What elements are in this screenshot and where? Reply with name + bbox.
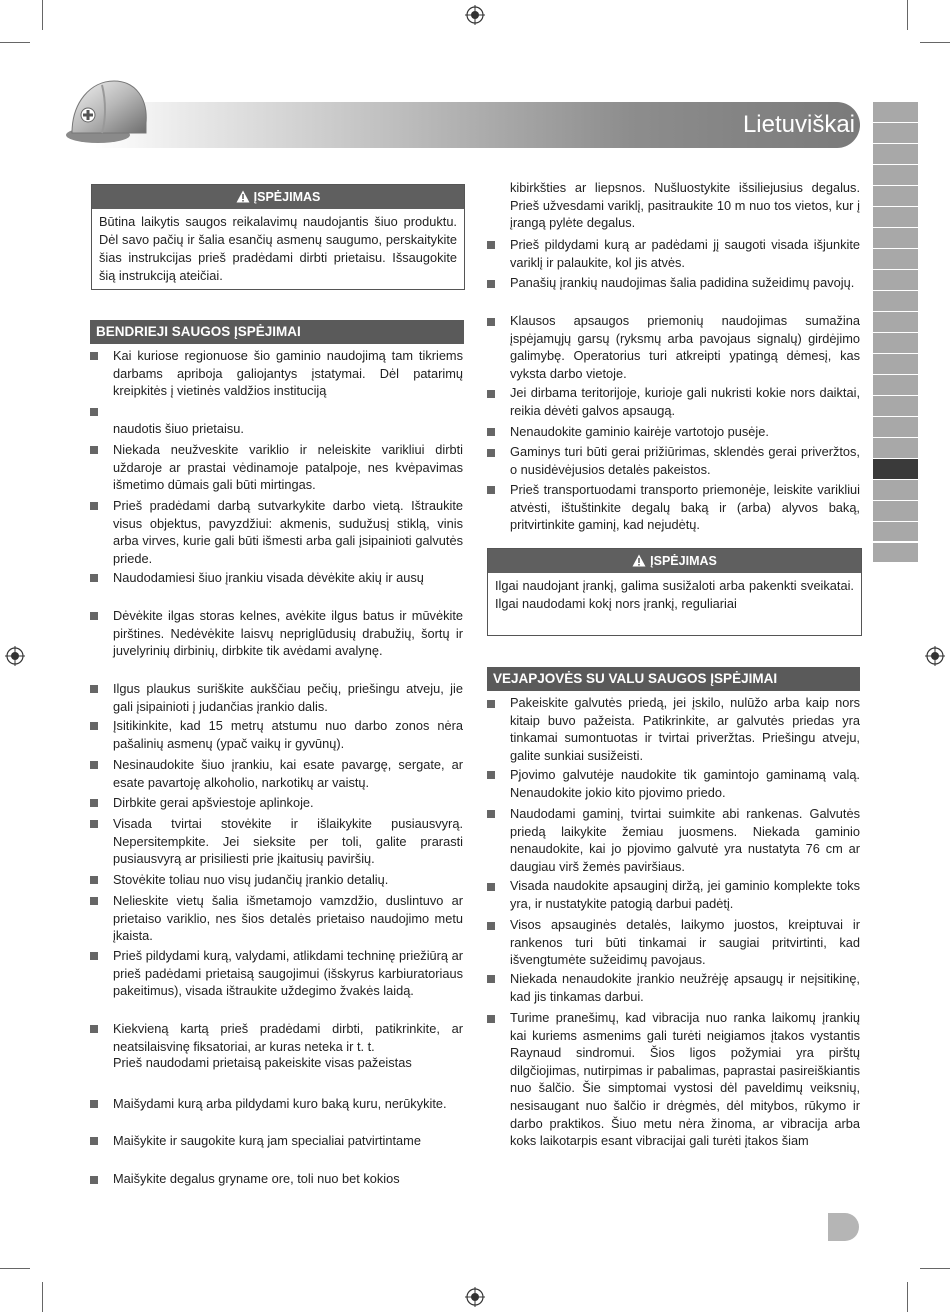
list-item: Naudodamiesi šiuo įrankiu visada dėvėkite akių ir ausų — [113, 570, 424, 585]
list-item: Naudodami gaminį, tvirtai suimkite abi rankenas. Galvutės priedą laikykite žemiau juosmens. Niekada gaminio nenaudokite, kai jo pjovimo galvutė yra nustatyta 76 cm ar daugiau virš žemės paviršiaus. — [510, 806, 860, 874]
list-item: Nenaudokite gaminio kairėje vartotojo pusėje. — [510, 424, 769, 439]
language-tab[interactable] — [873, 417, 918, 437]
language-tab[interactable] — [873, 228, 918, 248]
list-item: Prieš naudodami prietaisą pakeiskite visas pažeistas — [113, 1055, 412, 1070]
list-item: Nesinaudokite šiuo įrankiu, kai esate pavargę, sergate, ar esate pavartoję alkoholio, narkotikų ar vaistų. — [113, 757, 463, 790]
list-item: Dirbkite gerai apšviestoje aplinkoje. — [113, 795, 314, 810]
language-tab[interactable] — [873, 543, 918, 563]
list-item: Prieš transportuodami transporto priemonėje, leiskite varikliui atvėsti, ištuštinkite degalų baką ir (arba) alyvos baką, pritvirtinkite gaminį, kad nejudėtų. — [510, 482, 860, 533]
language-tab[interactable] — [873, 102, 918, 122]
list-item: Stovėkite toliau nuo visų judančių įrankio detalių. — [113, 872, 389, 887]
list-item: Klausos apsaugos priemonių naudojimas sumažina įspėjamųjų garsų (ryksmų arba pavojaus signalų) girdėjimo galimybę. Operatorius turi atkreipti ypatingą dėmesį, kas vyksta darbo vietoje. — [510, 313, 860, 381]
list-item: naudotis šiuo prietaisu. — [113, 421, 244, 436]
language-tab[interactable] — [873, 375, 918, 395]
crop-mark — [0, 1268, 30, 1269]
language-tab[interactable] — [873, 165, 918, 185]
bullet-marker — [90, 352, 98, 360]
list-item: Niekada nenaudokite įrankio neužrėję apsaugų ir neįsitikinę, kad jis tinkamas darbui. — [510, 971, 860, 1004]
language-tabs — [873, 102, 918, 564]
crop-mark — [920, 42, 950, 43]
list-item: Kai kuriose regionuose šio gaminio naudojimą tam tikriems darbams apriboja galiojantys įstatymai. Dėl patarimų kreipkitės į vietinės valdžios instituciją — [113, 348, 463, 399]
bullet-marker — [90, 761, 98, 769]
list-item: Turime pranešimų, kad vibracija nuo ranka laikomų įrankių kai kuriems asmenims gali turėti neigiamos įtakos vystantis Raynaud sindromui. Šios ligos požymiai yra pirštų dilgčiojimas, nutirpimas ir pabalimas, paprastai pasireiškiantis nuo šalčio. Šie simptomai vystosi dėl paveldimų veiksnių, nesisaugant nuo šalčio ir drėgmės, dėl mitybos, rūkymo ir darbo praktikos. Šiuo metu nėra žinoma, ar vibracija arba koks laikotarpis esant vibracijai gali turėti įtakos šiam — [510, 1010, 860, 1149]
registration-mark-icon — [465, 1287, 485, 1307]
language-tab[interactable] — [873, 291, 918, 311]
bullet-marker — [487, 700, 495, 708]
list-item: Jei dirbama teritorijoje, kurioje gali nukristi kokie nors daiktai, reikia dėvėti galvos apsaugą. — [510, 385, 860, 418]
crop-mark — [0, 42, 30, 43]
list-item: Gaminys turi būti gerai prižiūrimas, sklendės gerai priveržtos, o nusidėvėjusios detalės pakeistos. — [510, 444, 860, 477]
bullet-marker — [487, 883, 495, 891]
section-header: BENDRIEJI SAUGOS ĮSPĖJIMAI — [90, 320, 464, 344]
language-tab[interactable] — [873, 480, 918, 500]
crop-mark — [907, 0, 908, 30]
language-tab[interactable] — [873, 396, 918, 416]
list-item: Ilgus plaukus suriškite aukščiau pečių, priešingu atveju, jie gali įsipainioti į judančias įrankio dalis. — [113, 681, 463, 714]
language-tab[interactable] — [873, 270, 918, 290]
registration-mark-icon — [5, 646, 25, 666]
bullet-marker — [90, 1025, 98, 1033]
language-tab[interactable] — [873, 123, 918, 143]
warning-title: ĮSPĖJIMAS — [650, 554, 717, 568]
bullet-marker — [90, 685, 98, 693]
bullet-marker — [487, 810, 495, 818]
language-tab[interactable] — [873, 186, 918, 206]
bullet-marker — [90, 446, 98, 454]
language-tab[interactable] — [873, 144, 918, 164]
left-column — [90, 0, 464, 1312]
list-item: Prieš pildydami kurą ar padėdami jį saugoti visada išjunkite variklį ir palaukite, kol jis atvės. — [510, 237, 860, 270]
bullet-marker — [90, 722, 98, 730]
list-item: Dėvėkite ilgas storas kelnes, avėkite ilgus batus ir mūvėkite pirštines. Nedėvėkite laisvų nepriglūdusių drabužių, šortų ir juvelyrinių dirbinių, dirbkite tik avėdami avalynę. — [113, 608, 463, 659]
crop-mark — [907, 1282, 908, 1312]
registration-mark-icon — [925, 646, 945, 666]
warning-text: Ilgai naudojant įrankį, galima susižaloti arba pakenkti sveikatai. Ilgai naudodami kokį nors įrankį, reguliariai — [495, 578, 854, 611]
list-item: Pjovimo galvutėje naudokite tik gamintojo gaminamą valą. Nenaudokite jokio kito pjovimo priedo. — [510, 767, 860, 800]
bullet-marker — [487, 975, 495, 983]
list-item: Niekada neužveskite variklio ir neleiskite varikliui dirbti uždaroje ar prastai vėdinamoje patalpoje, nes kvėpavimas išmetimo dūmais gali būti mirtingas. — [113, 442, 463, 493]
bullet-marker — [90, 1100, 98, 1108]
bullet-marker — [90, 799, 98, 807]
crop-mark — [42, 0, 43, 30]
list-item: Nelieskite vietų šalia išmetamojo vamzdžio, duslintuvo ar prietaiso variklio, nes šios detalės prietaiso naudojimo metu įkaista. — [113, 893, 463, 944]
bullet-marker — [90, 820, 98, 828]
bullet-marker — [90, 1137, 98, 1145]
crop-mark — [920, 1268, 950, 1269]
bullet-marker — [487, 1015, 495, 1023]
bullet-marker — [90, 574, 98, 582]
list-item: Prieš pildydami kurą, valydami, atlikdami techninę priežiūrą ar prieš padėdami prietaisą saugojimui (išskyrus karbiuratoriaus pakeitimus), visada ištraukite uždegimo žvakės laidą. — [113, 948, 463, 999]
warning-text: Būtina laikytis saugos reikalavimų naudojantis šiuo produktu. Dėl savo pačių ir šalia esančių asmenų saugumo, perskaitykite šias instrukcijas prieš pradėdami dirbti prietaisu. Išsaugokite šią instrukciją ateičiai. — [99, 214, 457, 283]
page-number-tab — [828, 1213, 859, 1241]
list-item: Kiekvieną kartą prieš pradėdami dirbti, patikrinkite, ar neatsilaisvinę fiksatoriai, ar kuras neteka ir t. t. — [113, 1021, 463, 1054]
language-tab[interactable] — [873, 354, 918, 374]
crop-mark — [42, 1282, 43, 1312]
right-column-section — [487, 0, 861, 1312]
section-header: VEJAPJOVĖS SU VALU SAUGOS ĮSPĖJIMAI — [487, 667, 860, 691]
continued-paragraph: kibirkšties ar liepsnos. Nušluostykite išsiliejusius degalus. Prieš užvesdami variklį, pasitraukite 10 m nuo tos vietos, kur į įrangą pylėte degalus. — [510, 180, 860, 231]
list-item: Prieš pradėdami darbą sutvarkykite darbo vietą. Ištraukite visus objektus, pavyzdžiui: akmenis, sudužusį stiklą, vinis arba virves, kurie gali būti išmesti arba gali įsipainioti galvutės priede. — [113, 498, 463, 566]
bullet-marker — [90, 876, 98, 884]
language-tab-active[interactable] — [873, 459, 918, 479]
language-tab[interactable] — [873, 207, 918, 227]
list-item: Maišykite degalus gryname ore, toli nuo bet kokios — [113, 1171, 400, 1186]
language-tab[interactable] — [873, 249, 918, 269]
bullet-marker — [487, 922, 495, 930]
language-tab[interactable] — [873, 312, 918, 332]
list-item: Maišydami kurą arba pildydami kuro baką kuru, nerūkykite. — [113, 1096, 447, 1111]
list-item: Pakeiskite galvutės priedą, jei įskilo, nulūžo arba kaip nors kitaip buvo pažeista. Patikrinkite, ar galvutės priedas yra tinkamai sumontuotas ir tvirtai priveržtas. Priešingu atveju, galite sunkiai susižeisti. — [510, 695, 860, 763]
list-item: Panašių įrankių naudojimas šalia padidina sužeidimų pavojų. — [510, 275, 855, 290]
bullet-marker — [90, 502, 98, 510]
list-item: Visada naudokite apsauginį diržą, jei gaminio komplekte toks yra, ir nustatykite patogią darbui padėtį. — [510, 878, 860, 911]
list-item: Maišykite ir saugokite kurą jam specialiai patvirtintame — [113, 1133, 421, 1148]
bullet-marker — [90, 612, 98, 620]
bullet-marker — [90, 1176, 98, 1184]
page-title: Lietuviškai — [742, 111, 855, 138]
list-item: Visos apsauginės detalės, laikymo juostos, kreiptuvai ir rankenos turi būti tinkamai ir saugiai pritvirtinti, kad išvengtumėte sužeidimų pavojaus. — [510, 917, 860, 968]
bullet-marker — [487, 771, 495, 779]
list-item: Įsitikinkite, kad 15 metrų atstumu nuo darbo zonos nėra pašalinių asmenų (ypač vaikų ir gyvūnų). — [113, 718, 463, 751]
bullet-marker — [90, 897, 98, 905]
bullet-marker — [90, 408, 98, 416]
language-tab[interactable] — [873, 522, 918, 542]
list-item: Visada tvirtai stovėkite ir išlaikykite pusiausvyrą. Nepersitempkite. Jei sieksite per toli, galite prarasti pusiausvyrą ar prisiliesti prie įkaitusių paviršių. — [113, 816, 463, 867]
language-tab[interactable] — [873, 501, 918, 521]
language-tab[interactable] — [873, 438, 918, 458]
warning-title: ĮSPĖJIMAS — [253, 190, 321, 204]
registration-mark-icon — [465, 5, 485, 25]
bullet-marker — [90, 952, 98, 960]
language-tab[interactable] — [873, 333, 918, 353]
